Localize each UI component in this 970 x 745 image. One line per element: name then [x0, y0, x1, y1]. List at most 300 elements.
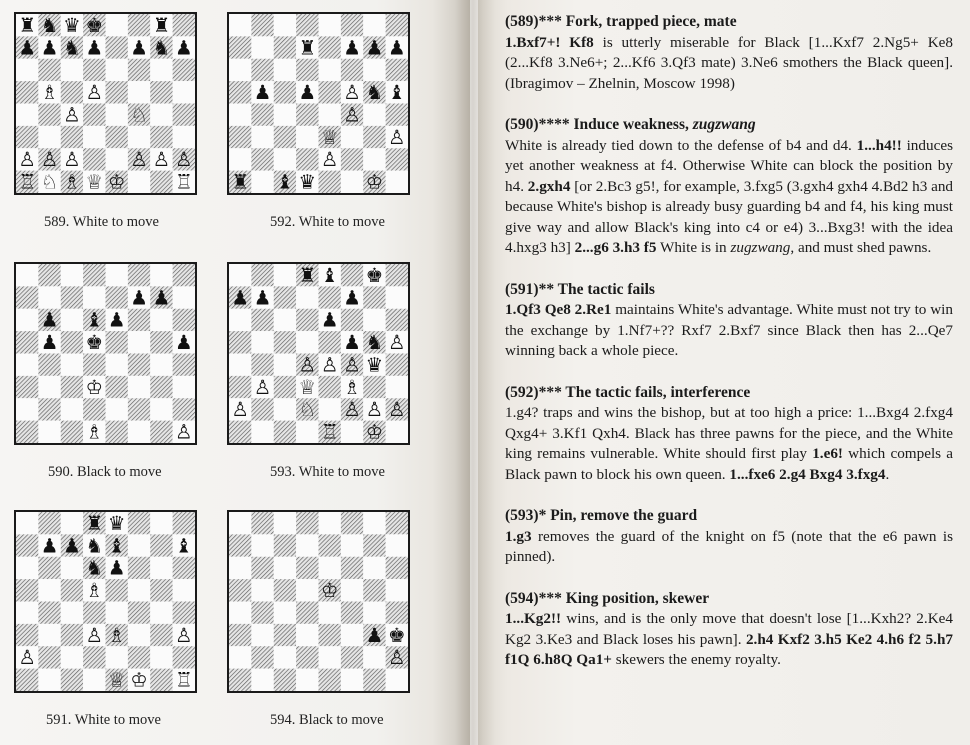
white-pawn-icon: ♙: [387, 125, 406, 149]
board-square: [341, 309, 363, 331]
board-square: [229, 512, 251, 534]
board-square: [150, 669, 172, 691]
board-square: [61, 286, 83, 308]
board-square: [128, 557, 150, 579]
board-square: [296, 331, 318, 353]
solution-text-run: 1.Qf3 Qe8 2.Re1: [505, 301, 612, 318]
board-square: [229, 81, 251, 103]
board-square: [363, 669, 385, 691]
board-square: [38, 398, 60, 420]
board-square: [128, 398, 150, 420]
black-pawn-icon: ♟: [253, 81, 272, 105]
board-square: [106, 286, 128, 308]
board-square: [296, 148, 318, 170]
black-knight-icon: ♞: [63, 36, 81, 60]
solution-591-body: [505, 300, 953, 362]
board-square: [251, 331, 273, 353]
board-square: [363, 512, 385, 534]
board-square: [150, 557, 172, 579]
board-square: [16, 512, 38, 534]
board-square: [61, 331, 83, 353]
white-pawn-icon: ♙: [85, 81, 104, 105]
board-square: [128, 309, 150, 331]
black-pawn-icon: ♟: [40, 308, 59, 332]
black-pawn-icon: ♟: [174, 36, 193, 60]
black-knight-icon: ♞: [85, 556, 104, 580]
solution-591-heading: (591)** The tactic fails: [505, 280, 655, 298]
board-square: [341, 421, 363, 443]
board-square: [150, 646, 172, 668]
black-pawn-icon: ♟: [130, 36, 148, 60]
board-square: [319, 624, 341, 646]
board-square: [251, 14, 273, 36]
board-square: [274, 36, 296, 58]
board-square: [274, 104, 296, 126]
board-square: [386, 557, 408, 579]
board-square: [38, 421, 60, 443]
board-square: [386, 148, 408, 170]
board-square: [173, 286, 195, 308]
board-square: [83, 646, 105, 668]
board-square: [61, 398, 83, 420]
board-square: [128, 376, 150, 398]
solution-text-run: White is already tied down to the defense of b4 and d4.: [505, 136, 857, 154]
board-square: [229, 421, 251, 443]
white-pawn-icon: ♙: [152, 148, 171, 172]
board-square: [128, 331, 150, 353]
board-square: [16, 126, 38, 148]
board-square: [61, 512, 83, 534]
board-square: [319, 331, 341, 353]
board-square: [38, 376, 60, 398]
black-pawn-icon: ♟: [152, 286, 171, 310]
board-square: [38, 669, 60, 691]
board-square: [173, 126, 195, 148]
board-square: [61, 602, 83, 624]
white-bishop-icon: ♗: [85, 420, 104, 443]
board-square: [38, 602, 60, 624]
board-square: [16, 331, 38, 353]
board-square: [16, 376, 38, 398]
board-square: [341, 624, 363, 646]
board-square: [173, 104, 195, 126]
solution-text-run: induces yet another weakness at f4. Otherwise White can block the position by h4.: [505, 136, 953, 195]
white-pawn-icon: ♙: [18, 646, 37, 670]
black-knight-icon: ♞: [40, 14, 59, 37]
board-square: [251, 104, 273, 126]
board-square: [83, 59, 105, 81]
board-square: [128, 264, 150, 286]
board-square: [341, 602, 363, 624]
board-square: [38, 646, 60, 668]
board-square: [363, 59, 385, 81]
solution-text-run: 1...fxe6 2.g4 Bxg4 3.fxg4: [729, 465, 886, 483]
board-square: [61, 264, 83, 286]
board-square: [341, 512, 363, 534]
white-pawn-icon: ♙: [387, 331, 406, 355]
board-square: [16, 534, 38, 556]
board-square: [319, 669, 341, 691]
diagram-594-board: [227, 510, 410, 693]
black-queen-icon: ♛: [107, 512, 126, 535]
solution-text-run: .: [885, 465, 890, 483]
board-square: [363, 579, 385, 601]
white-king-icon: ♔: [130, 668, 148, 691]
black-bishop-icon: ♝: [174, 534, 193, 558]
board-square: [106, 421, 128, 443]
chessboard: [229, 512, 408, 691]
board-square: [150, 354, 172, 376]
board-square: [150, 579, 172, 601]
board-square: [16, 59, 38, 81]
solution-592: [505, 383, 953, 486]
board-square: [341, 557, 363, 579]
white-pawn-icon: ♙: [320, 148, 339, 172]
board-square: [150, 398, 172, 420]
board-square: [173, 646, 195, 668]
board-square: [106, 14, 128, 36]
board-square: [106, 331, 128, 353]
black-pawn-icon: ♟: [253, 286, 272, 310]
board-square: [274, 557, 296, 579]
black-bishop-icon: ♝: [107, 534, 126, 558]
board-square: [274, 669, 296, 691]
diagram-593-board: [227, 262, 410, 445]
board-square: [173, 354, 195, 376]
board-square: [296, 14, 318, 36]
board-square: [319, 104, 341, 126]
solution-text-run: White is in: [656, 239, 731, 256]
chessboard: [229, 14, 408, 193]
white-bishop-icon: ♗: [63, 170, 81, 193]
board-square: [341, 14, 363, 36]
black-rook-icon: ♜: [152, 14, 171, 37]
board-square: [296, 602, 318, 624]
black-pawn-icon: ♟: [18, 36, 37, 60]
board-square: [251, 512, 273, 534]
board-square: [274, 148, 296, 170]
board-square: [296, 59, 318, 81]
board-square: [38, 264, 60, 286]
white-queen-icon: ♕: [320, 125, 339, 149]
diagram-594-caption: 594. Black to move: [270, 712, 384, 728]
board-square: [38, 512, 60, 534]
board-square: [386, 286, 408, 308]
board-square: [38, 579, 60, 601]
solution-592-heading: (592)*** The tactic fails, interference: [505, 383, 751, 401]
board-square: [128, 602, 150, 624]
board-square: [274, 331, 296, 353]
board-square: [173, 579, 195, 601]
black-pawn-icon: ♟: [40, 331, 59, 355]
board-square: [38, 624, 60, 646]
solution-590-body: [505, 136, 953, 259]
board-square: [16, 398, 38, 420]
board-square: [106, 59, 128, 81]
board-square: [274, 126, 296, 148]
solution-591: [505, 280, 953, 362]
board-square: [38, 59, 60, 81]
black-rook-icon: ♜: [85, 512, 104, 535]
board-square: [296, 624, 318, 646]
black-knight-icon: ♞: [85, 534, 104, 558]
board-square: [296, 286, 318, 308]
diagram-591-board: [14, 510, 197, 693]
board-square: [150, 602, 172, 624]
solution-589: [505, 12, 953, 94]
board-square: [341, 148, 363, 170]
white-pawn-icon: ♙: [63, 148, 81, 172]
board-square: [38, 126, 60, 148]
black-pawn-icon: ♟: [107, 556, 126, 580]
board-square: [363, 14, 385, 36]
board-square: [296, 104, 318, 126]
diagram-589-caption: 589. White to move: [44, 214, 159, 230]
board-square: [341, 579, 363, 601]
board-square: [61, 646, 83, 668]
board-square: [386, 14, 408, 36]
board-square: [106, 602, 128, 624]
solution-589-heading: (589)*** Fork, trapped piece, mate: [505, 13, 737, 30]
board-square: [61, 579, 83, 601]
board-square: [61, 126, 83, 148]
black-queen-icon: ♛: [298, 170, 317, 193]
board-square: [83, 148, 105, 170]
board-square: [128, 171, 150, 193]
board-square: [150, 264, 172, 286]
black-rook-icon: ♜: [298, 36, 317, 60]
board-square: [16, 264, 38, 286]
white-bishop-icon: ♗: [107, 623, 126, 647]
black-knight-icon: ♞: [365, 81, 384, 105]
board-square: [150, 59, 172, 81]
board-square: [386, 104, 408, 126]
board-square: [229, 624, 251, 646]
black-pawn-icon: ♟: [365, 623, 384, 647]
black-rook-icon: ♜: [18, 14, 37, 37]
white-rook-icon: ♖: [174, 668, 193, 691]
diagram-592-board: [227, 12, 410, 195]
solution-593-body: [505, 527, 953, 568]
board-square: [83, 354, 105, 376]
white-queen-icon: ♕: [107, 668, 126, 691]
solution-590-heading: (590)**** Induce weakness, zugzwang: [505, 116, 756, 133]
white-pawn-icon: ♙: [298, 353, 317, 377]
board-square: [274, 264, 296, 286]
board-square: [106, 81, 128, 103]
white-queen-icon: ♕: [85, 170, 104, 193]
diagram-589-board: [14, 12, 197, 195]
black-pawn-icon: ♟: [365, 36, 384, 60]
board-square: [274, 398, 296, 420]
white-pawn-icon: ♙: [387, 646, 406, 670]
white-pawn-icon: ♙: [174, 148, 193, 172]
solution-text-run: 1...h4!!: [856, 136, 902, 154]
board-square: [16, 81, 38, 103]
board-square: [16, 104, 38, 126]
black-knight-icon: ♞: [365, 331, 384, 355]
board-square: [386, 309, 408, 331]
book-gutter: [455, 0, 495, 745]
board-square: [296, 646, 318, 668]
black-pawn-icon: ♟: [40, 36, 59, 60]
board-square: [173, 376, 195, 398]
board-square: [106, 376, 128, 398]
board-square: [150, 512, 172, 534]
board-square: [386, 602, 408, 624]
solution-text-run: which compels a Black pawn to block his own queen.: [505, 445, 953, 483]
solution-text-run: 1.e6!: [812, 445, 843, 462]
board-square: [229, 331, 251, 353]
board-square: [251, 171, 273, 193]
solution-text-run: skewers the enemy royalty.: [611, 651, 781, 668]
board-square: [251, 669, 273, 691]
board-square: [274, 421, 296, 443]
board-square: [83, 669, 105, 691]
solution-text-run: 2...g6 3.h3 f5: [574, 239, 657, 256]
board-square: [251, 624, 273, 646]
black-rook-icon: ♜: [231, 170, 250, 193]
white-pawn-icon: ♙: [130, 148, 148, 172]
chessboard: [16, 264, 195, 443]
board-square: [274, 286, 296, 308]
solution-text-run: removes the guard of the knight on f5 (note that the e6 pawn is pinned).: [505, 527, 953, 565]
board-square: [251, 36, 273, 58]
board-square: [319, 602, 341, 624]
board-square: [229, 309, 251, 331]
black-bishop-icon: ♝: [320, 264, 339, 287]
black-pawn-icon: ♟: [107, 308, 126, 332]
board-square: [106, 398, 128, 420]
white-pawn-icon: ♙: [343, 81, 361, 105]
board-square: [128, 421, 150, 443]
board-square: [251, 579, 273, 601]
white-rook-icon: ♖: [320, 420, 339, 443]
board-square: [296, 669, 318, 691]
black-pawn-icon: ♟: [298, 81, 317, 105]
white-king-icon: ♔: [365, 420, 384, 443]
solution-text-run: 1.Bxf7+! Kf8: [505, 33, 594, 51]
solution-592-body: [505, 403, 953, 485]
board-square: [106, 646, 128, 668]
board-square: [38, 286, 60, 308]
board-square: [128, 534, 150, 556]
board-square: [16, 354, 38, 376]
board-square: [274, 14, 296, 36]
board-square: [83, 264, 105, 286]
board-square: [83, 398, 105, 420]
black-pawn-icon: ♟: [40, 534, 59, 558]
chessboard: [16, 14, 195, 193]
black-queen-icon: ♛: [63, 14, 81, 37]
white-pawn-icon: ♙: [174, 623, 193, 647]
board-square: [386, 59, 408, 81]
board-square: [319, 286, 341, 308]
black-pawn-icon: ♟: [387, 36, 406, 60]
board-square: [341, 264, 363, 286]
board-square: [128, 512, 150, 534]
white-king-icon: ♔: [365, 170, 384, 193]
board-square: [61, 421, 83, 443]
black-pawn-icon: ♟: [343, 331, 361, 355]
board-square: [341, 534, 363, 556]
board-square: [363, 646, 385, 668]
board-square: [83, 126, 105, 148]
board-square: [319, 14, 341, 36]
board-square: [251, 557, 273, 579]
board-square: [229, 36, 251, 58]
board-square: [386, 171, 408, 193]
board-square: [61, 59, 83, 81]
board-square: [363, 376, 385, 398]
board-square: [38, 557, 60, 579]
board-square: [61, 557, 83, 579]
white-pawn-icon: ♙: [85, 623, 104, 647]
solution-text-run: is utterly miserable for Black [1...Kxf7 2.Ng5+ Ke8 (2...Kf8 3.Ne6+; 2...Kf6 3.Qf3 mate) 3.Ne6 smothers the Black queen]. (Ibragimov – Zhelnin, Moscow 1998): [505, 33, 953, 92]
board-square: [106, 354, 128, 376]
board-square: [128, 14, 150, 36]
board-square: [251, 646, 273, 668]
board-square: [150, 104, 172, 126]
board-square: [106, 579, 128, 601]
board-square: [229, 602, 251, 624]
black-pawn-icon: ♟: [320, 308, 339, 332]
black-knight-icon: ♞: [152, 36, 171, 60]
black-pawn-icon: ♟: [130, 286, 148, 310]
board-square: [173, 264, 195, 286]
white-rook-icon: ♖: [174, 170, 193, 193]
board-square: [229, 534, 251, 556]
white-king-icon: ♔: [85, 375, 104, 399]
board-square: [386, 264, 408, 286]
diagram-592-caption: 592. White to move: [270, 214, 385, 230]
board-square: [150, 331, 172, 353]
white-pawn-icon: ♙: [343, 353, 361, 377]
board-square: [61, 81, 83, 103]
white-pawn-icon: ♙: [387, 398, 406, 422]
board-square: [83, 286, 105, 308]
black-king-icon: ♚: [85, 331, 104, 355]
board-square: [341, 126, 363, 148]
solution-text-run: [or 2.Bc3 g5!, for example, 3.fxg5 (3.gxh4 gxh4 4.Bd2 h3 and because White's bishop is already busy guarding b4 and f4, his king must give way and allow Black's king into c4 or e4) 3...Bxg3! with the idea 4.hxg3 h3]: [505, 177, 954, 256]
board-square: [274, 309, 296, 331]
black-pawn-icon: ♟: [343, 36, 361, 60]
board-square: [296, 126, 318, 148]
board-square: [128, 354, 150, 376]
board-square: [229, 126, 251, 148]
board-square: [128, 646, 150, 668]
board-square: [106, 126, 128, 148]
board-square: [106, 148, 128, 170]
black-pawn-icon: ♟: [85, 36, 104, 60]
board-square: [319, 557, 341, 579]
black-rook-icon: ♜: [298, 264, 317, 287]
board-square: [61, 669, 83, 691]
board-square: [319, 398, 341, 420]
board-square: [251, 59, 273, 81]
diagram-590-board: [14, 262, 197, 445]
white-bishop-icon: ♗: [343, 375, 361, 399]
board-square: [319, 81, 341, 103]
board-square: [274, 624, 296, 646]
white-queen-icon: ♕: [298, 375, 317, 399]
board-square: [363, 286, 385, 308]
board-square: [150, 624, 172, 646]
white-pawn-icon: ♙: [365, 398, 384, 422]
board-square: [229, 646, 251, 668]
black-king-icon: ♚: [85, 14, 104, 37]
board-square: [251, 602, 273, 624]
